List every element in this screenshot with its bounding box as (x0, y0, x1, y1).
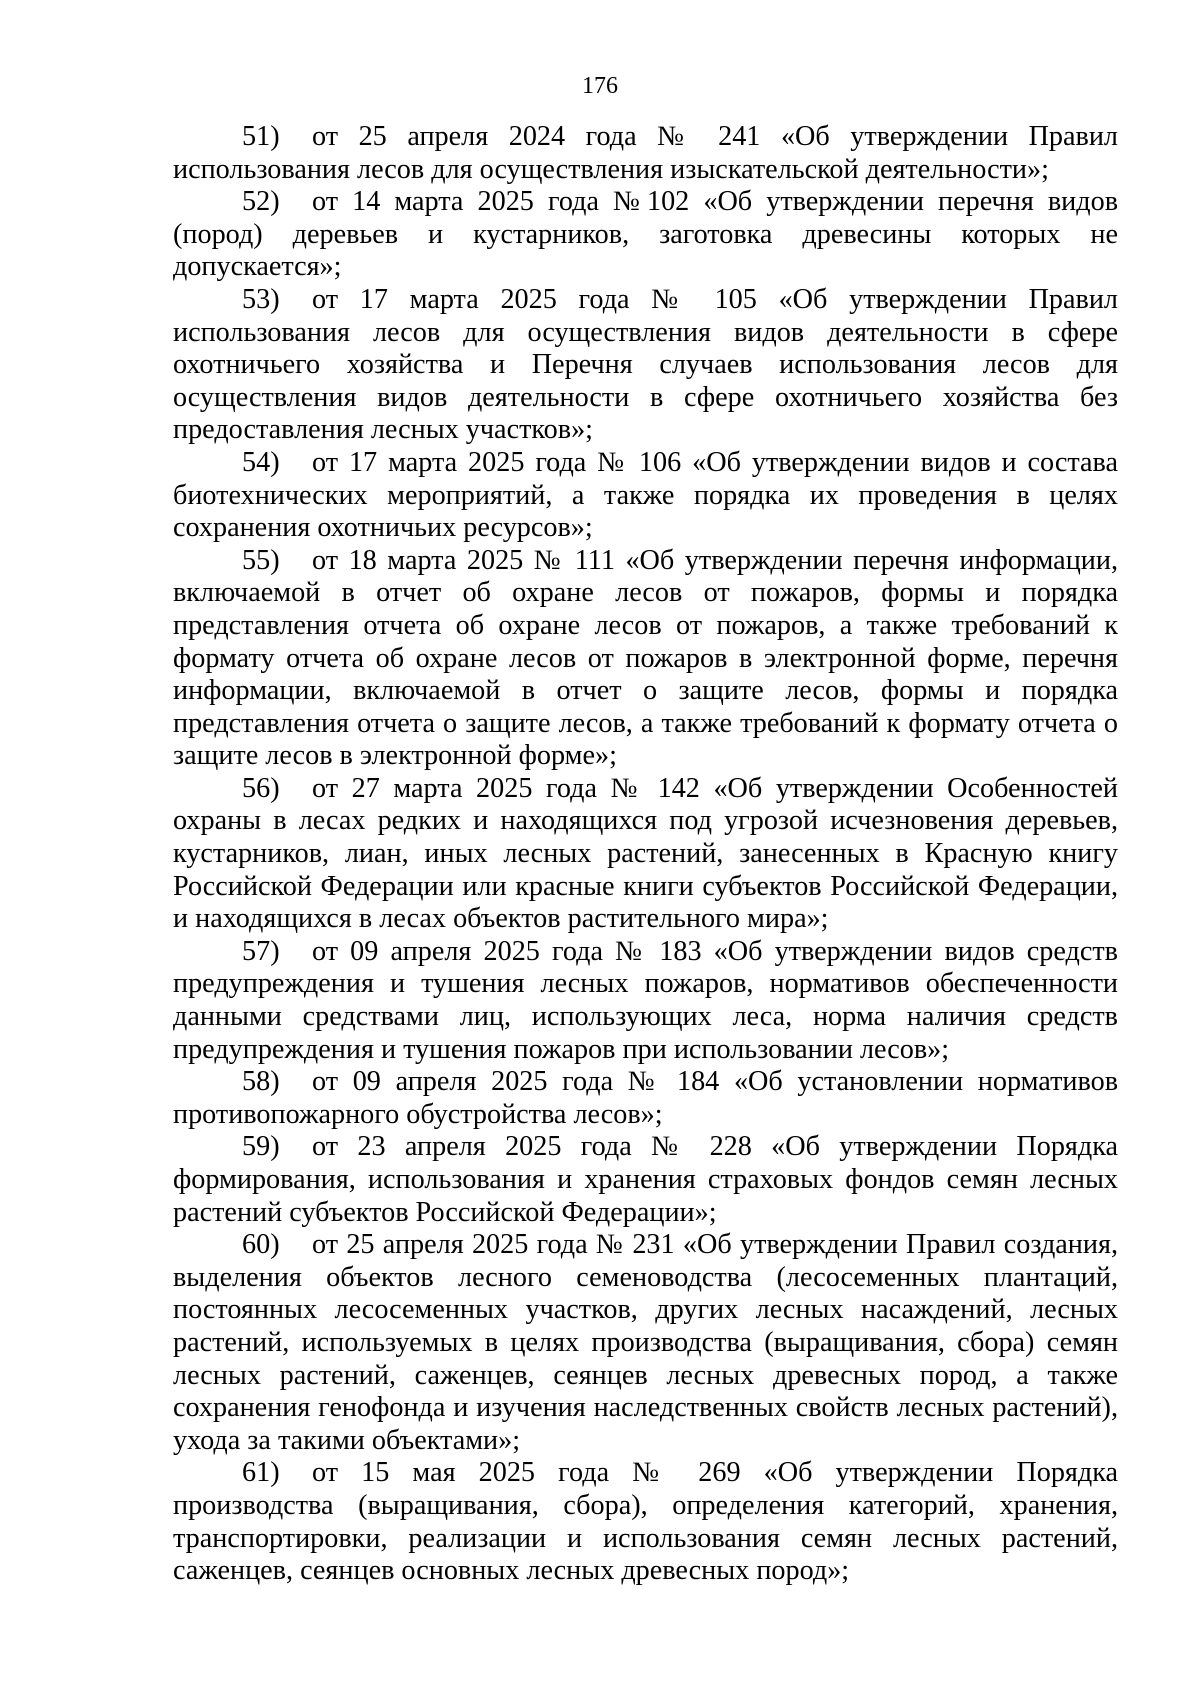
list-item (173, 936, 1118, 1066)
list-item (173, 1066, 1118, 1131)
item-text: от 25 апреля 2024 года № 241 «Об утверждении Правил использования лесов для осуществления изыскательской деятельности»; (173, 121, 1118, 185)
item-text: от 09 апреля 2025 года № 184 «Об установлении нормативов противопожарного обустройства лесов»; (173, 1066, 1118, 1130)
item-number: 53) (242, 283, 280, 315)
item-number: 52) (242, 186, 280, 218)
item-number: 57) (242, 935, 280, 967)
item-text: от 15 мая 2025 года № 269 «Об утверждении Порядка производства (выращивания, сбора), определения категорий, хранения, транспортировки, реализации и использования семян лесных растений, саженцев, сеянцев основных лесных древесных пород»; (173, 1457, 1118, 1587)
legal-acts-list (173, 121, 1118, 1588)
item-text: от 23 апреля 2025 года № 228 «Об утверждении Порядка формирования, использования и хранения страховых фондов семян лесных растений субъектов Российской Федерации»; (173, 1131, 1118, 1228)
item-text: от 17 марта 2025 года № 105 «Об утверждении Правил использования лесов для осуществления видов деятельности в сфере охотничьего хозяйства и Перечня случаев использования лесов для осуществления видов деятельности в сфере охотничьего хозяйства без предоставления лесных участков»; (173, 283, 1118, 446)
page-number: 176 (582, 73, 618, 99)
list-item (173, 186, 1118, 284)
item-number: 61) (242, 1457, 280, 1489)
item-text: от 25 апреля 2025 года № 231 «Об утверждении Правил создания, выделения объектов лесного семеноводства (лесосеменных плантаций, постоянных лесосеменных участков, других лесных насаждений, лесных растений, используемых в целях производства (выращивания, сбора) семян лесных растений, саженцев, сеянцев лесных древесных пород, а также сохранения генофонда и изучения наследственных свойств лесных растений), ухода за такими объектами»; (173, 1229, 1118, 1456)
list-item (173, 545, 1118, 773)
item-number: 60) (242, 1229, 280, 1261)
item-number: 56) (242, 772, 280, 804)
item-text: от 14 марта 2025 года №102 «Об утверждении перечня видов (пород) деревьев и кустарников, заготовка древесины которых не допускается»; (173, 186, 1118, 283)
item-number: 58) (242, 1066, 280, 1098)
item-number: 59) (242, 1131, 280, 1163)
item-text: от 09 апреля 2025 года № 183 «Об утверждении видов средств предупреждения и тушения лесных пожаров, нормативов обеспеченности данными средствами лиц, использующих леса, норма наличия средств предупреждения и тушения пожаров при использовании лесов»; (173, 935, 1118, 1065)
item-text: от 17 марта 2025 года № 106 «Об утверждении видов и состава биотехнических мероприятий, а также порядка их проведения в целях сохранения охотничьих ресурсов»; (173, 446, 1118, 544)
list-item (173, 773, 1118, 936)
list-item (173, 284, 1118, 447)
item-text: от 27 марта 2025 года № 142 «Об утверждении Особенностей охраны в лесах редких и находящихся под угрозой исчезновения деревьев, кустарников, лиан, иных лесных растений, занесенных в Красную книгу Российской Федерации или красные книги субъектов Российской Федерации, и находящихся в лесах объектов растительного мира»; (173, 772, 1118, 935)
list-item (173, 1457, 1118, 1587)
item-number: 55) (242, 544, 280, 576)
list-item (173, 1131, 1118, 1229)
item-number: 51) (242, 121, 280, 152)
item-number: 54) (242, 446, 280, 478)
list-item (173, 121, 1118, 186)
item-text: от 18 марта 2025 № 111 «Об утверждении перечня информации, включаемой в отчет об охране лесов от пожаров, формы и порядка представления отчета об охране лесов от пожаров, а также требований к формату отчета об охране лесов от пожаров в электронной форме, перечня информации, включаемой в отчет о защите лесов, формы и порядка представления отчета о защите лесов, а также требований к формату отчета о защите лесов в электронной форме»; (173, 544, 1118, 772)
list-item (173, 447, 1118, 545)
list-item (173, 1229, 1118, 1457)
